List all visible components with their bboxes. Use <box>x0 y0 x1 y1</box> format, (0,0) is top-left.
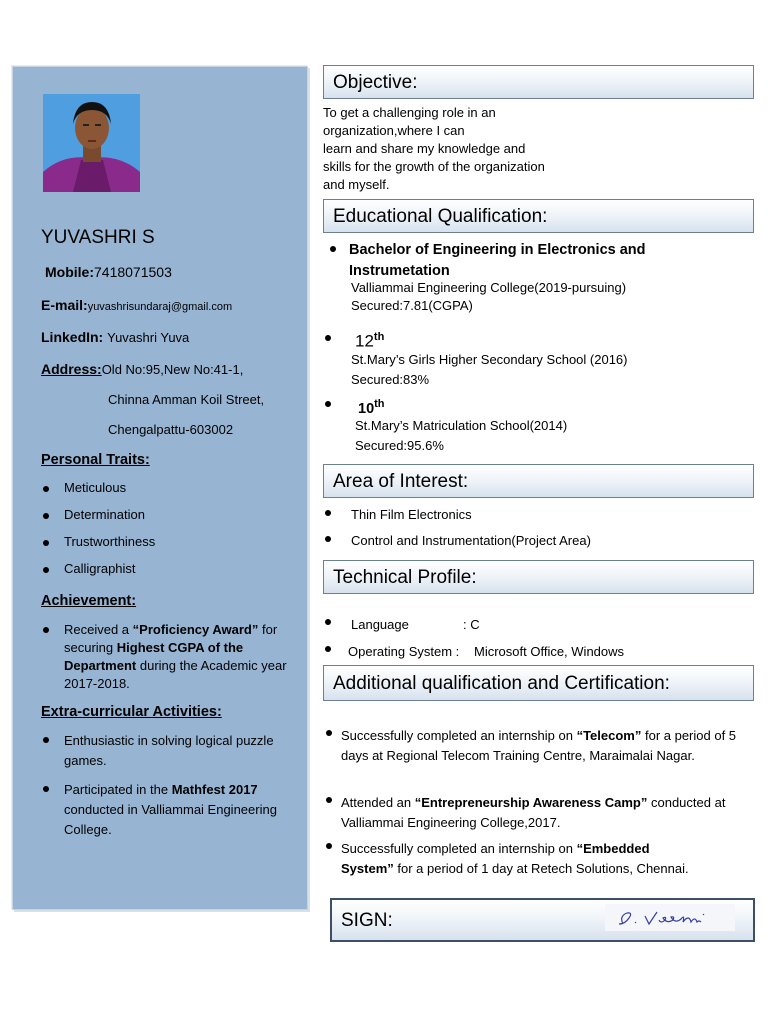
os-label: Operating System : <box>348 644 460 659</box>
cert-topic: “Entrepreneurship Awareness Camp” <box>414 795 648 810</box>
address-line-1: Old No:95,New No:41-1, <box>101 362 244 377</box>
certification-item-2 <box>341 793 751 832</box>
sslc-secured: Secured:95.6% <box>355 438 444 453</box>
email-value[interactable]: yuvashrisundaraj@gmail.com <box>87 301 233 313</box>
hsc-suffix: th <box>373 331 385 343</box>
signature-image <box>605 904 735 931</box>
hsc-secured: Secured:83% <box>351 372 430 387</box>
activity-text: conducted in Valliammai Engineering College. <box>64 802 277 837</box>
be-secured: Secured:7.81(CGPA) <box>351 298 473 313</box>
address-label: Address: <box>41 361 102 377</box>
be-title <box>349 240 646 282</box>
sslc-number: 10 <box>358 400 375 417</box>
bullet <box>325 510 331 516</box>
list-item: Determination <box>41 507 155 534</box>
list-item: Trustworthiness <box>41 534 155 561</box>
signature-scribble <box>605 904 735 931</box>
achievement-text: during the Academic year 2017-2018. <box>64 658 287 691</box>
email-label: E-mail: <box>41 297 88 313</box>
objective-line: learn and share my knowledge and <box>323 141 526 156</box>
activity-text: Participated in the <box>64 782 172 797</box>
bullet <box>325 619 331 625</box>
os-value: Microsoft Office, Windows <box>474 644 625 659</box>
objective-heading: Objective: <box>323 65 754 99</box>
achievement-text: for securing <box>64 622 278 655</box>
interest-item: Control and Instrumentation(Project Area) <box>351 533 591 548</box>
candidate-name: YUVASHRI S <box>41 227 155 248</box>
address-line-3: Chengalpattu-603002 <box>108 422 234 437</box>
objective-line: To get a challenging role in an <box>323 105 496 120</box>
cert-text: Attended an <box>341 795 415 810</box>
cert-topic: “Embedded System” <box>341 841 650 876</box>
achievement-text: Received a <box>64 622 133 637</box>
extracurricular-item-1: Enthusiastic in solving logical puzzle games. <box>64 731 274 771</box>
mobile-label: Mobile: <box>45 264 94 280</box>
email-field <box>41 297 232 313</box>
linkedin-value[interactable]: Yuvashri Yuva <box>107 330 190 345</box>
linkedin-label: LinkedIn: <box>41 329 104 345</box>
sign-heading: SIGN: <box>341 910 393 931</box>
cert-text: Successfully completed an internship on <box>341 841 577 856</box>
cert-text: conducted at Valliammai Engineering College,2017. <box>341 795 726 830</box>
sslc-suffix: th <box>374 398 385 410</box>
bullet <box>325 335 331 341</box>
bullet <box>326 730 332 736</box>
objective-line: and myself. <box>323 177 390 192</box>
cert-text: for a period of 5 days at Regional Telecom Training Centre, Maraimalai Nagar. <box>341 728 737 763</box>
mobile-value: 7418071503 <box>94 264 172 280</box>
bullet <box>326 797 332 803</box>
hsc-number: 12 <box>355 331 374 351</box>
bullet <box>330 246 336 252</box>
bullet <box>326 843 332 849</box>
bullet <box>325 646 331 652</box>
personal-traits-heading: Personal Traits: <box>41 452 150 468</box>
linkedin-field <box>41 329 189 345</box>
interest-heading: Area of Interest: <box>323 464 754 498</box>
bullet <box>325 401 331 407</box>
sidebar <box>12 66 308 910</box>
address-field <box>41 361 243 377</box>
be-title-line: Bachelor of Engineering in Electronics and <box>349 242 646 258</box>
language-label: Language <box>351 617 409 632</box>
achievement-heading: Achievement: <box>41 593 137 609</box>
cert-text: Successfully completed an internship on <box>341 728 577 743</box>
personal-traits-list <box>41 480 155 588</box>
language-value: : C <box>463 617 480 632</box>
education-heading: Educational Qualification: <box>323 199 754 233</box>
cert-topic: “Telecom” <box>576 728 642 743</box>
hsc-school: St.Mary’s Girls Higher Secondary School (2016) <box>351 352 628 367</box>
cert-text: for a period of 1 day at Retech Solutions, Chennai. <box>393 860 689 876</box>
mobile-field <box>45 264 172 280</box>
objective-line: skills for the growth of the organization <box>323 159 545 174</box>
profile-photo <box>43 94 140 192</box>
sslc-title <box>358 394 385 419</box>
achievement-item <box>64 621 289 693</box>
list-item: Meticulous <box>41 480 155 507</box>
address-line-2: Chinna Amman Koil Street, <box>108 392 265 407</box>
award-reason: Highest CGPA of the Department <box>64 640 244 673</box>
extracurricular-heading: Extra-curricular Activities: <box>41 704 222 720</box>
certification-item-3 <box>341 839 701 878</box>
extracurricular-item-2 <box>64 780 289 840</box>
certification-heading: Additional qualification and Certification: <box>323 665 754 701</box>
objective-text <box>323 104 545 194</box>
certification-item-1 <box>341 726 751 765</box>
interest-item: Thin Film Electronics <box>351 507 472 522</box>
technical-heading: Technical Profile: <box>323 560 754 594</box>
bullet <box>325 536 331 542</box>
list-item: Calligraphist <box>41 561 155 588</box>
event-name: Mathfest 2017 <box>171 782 258 797</box>
be-college: Valliammai Engineering College(2019-pursuing) <box>351 280 627 295</box>
award-name: “Proficiency Award” <box>132 622 259 637</box>
objective-line: organization,where I can <box>323 123 465 138</box>
be-title-line: Instrumetation <box>349 263 450 279</box>
sslc-school: St.Mary’s Matriculation School(2014) <box>355 418 568 433</box>
hsc-title <box>355 326 384 353</box>
